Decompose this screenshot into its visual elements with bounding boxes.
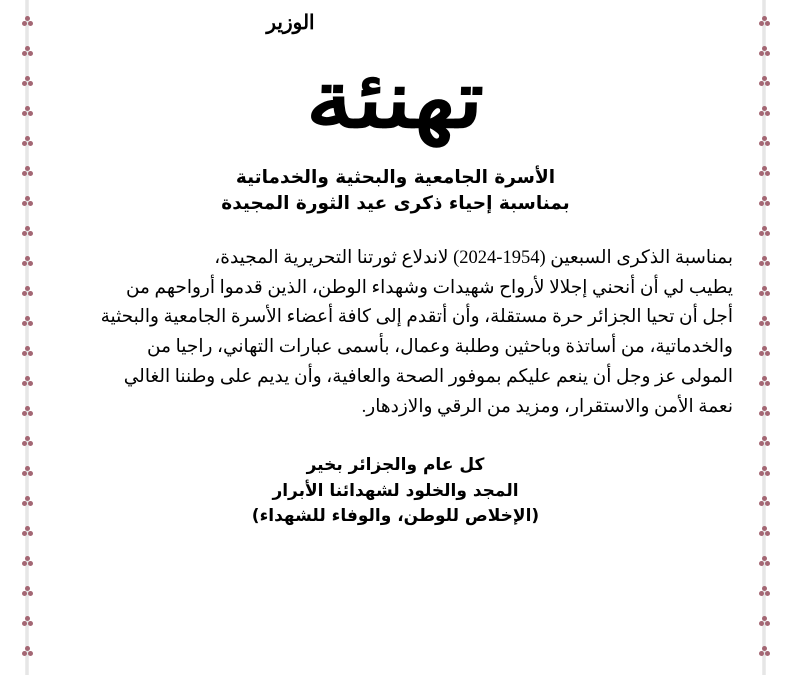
trefoil-flower-icon bbox=[759, 556, 770, 567]
border-rule-line bbox=[762, 0, 766, 675]
ornament-column-right bbox=[749, 0, 779, 675]
body-line-3: أجل أن تحيا الجزائر حرة مستقلة، وأن أتقدم إلى كافة أعضاء الأسرة الجامعية والبحثية bbox=[100, 307, 733, 328]
trefoil-flower-icon bbox=[759, 586, 770, 597]
body-line-4: والخدماتية، من أساتذة وباحثين وطلبة وعمال، بأسمى عبارات التهاني، راجيا من bbox=[147, 337, 733, 358]
trefoil-flower-icon bbox=[759, 286, 770, 297]
right-decorative-border bbox=[749, 0, 779, 675]
trefoil-flower-icon bbox=[759, 106, 770, 117]
trefoil-flower-icon bbox=[759, 466, 770, 477]
trefoil-flower-icon bbox=[759, 196, 770, 207]
trefoil-flower-icon bbox=[22, 286, 33, 297]
trefoil-flower-icon bbox=[22, 406, 33, 417]
minister-heading: الوزير bbox=[266, 12, 315, 34]
body-line-6: نعمة الأمن والاستقرار، ومزيد من الرقي والازدهار. bbox=[361, 397, 733, 418]
closing-line-2: المجد والخلود لشهدائنا الأبرار bbox=[272, 480, 519, 501]
trefoil-flower-icon bbox=[759, 526, 770, 537]
border-rule-line bbox=[25, 0, 29, 675]
trefoil-flower-icon bbox=[759, 16, 770, 27]
body-paragraph-text bbox=[58, 244, 733, 424]
closing-line-3: (الإخلاص للوطن، والوفاء للشهداء) bbox=[251, 506, 540, 527]
left-decorative-border bbox=[12, 0, 42, 675]
closing-line-1: كل عام والجزائر بخير bbox=[306, 455, 485, 476]
body-line-1: بمناسبة الذكرى السبعين (1954-2024) لاندلاع ثورتنا التحريرية المجيدة، bbox=[214, 247, 733, 268]
trefoil-flower-icon bbox=[759, 496, 770, 507]
trefoil-flower-icon bbox=[759, 646, 770, 657]
trefoil-flower-icon bbox=[22, 616, 33, 627]
subtitle-line-2: بمناسبة إحياء ذكرى عيد الثورة المجيدة bbox=[221, 193, 570, 215]
trefoil-flower-icon bbox=[759, 46, 770, 57]
trefoil-flower-icon bbox=[22, 76, 33, 87]
trefoil-flower-icon bbox=[759, 256, 770, 267]
trefoil-flower-icon bbox=[759, 316, 770, 327]
trefoil-flower-icon bbox=[22, 586, 33, 597]
document-content bbox=[52, 0, 739, 675]
subtitle-block bbox=[52, 165, 739, 218]
trefoil-flower-icon bbox=[22, 316, 33, 327]
trefoil-flower-icon bbox=[22, 136, 33, 147]
ornament-column-left bbox=[12, 0, 42, 675]
subtitle-line-1: الأسرة الجامعية والبحثية والخدماتية bbox=[235, 167, 556, 188]
trefoil-flower-icon bbox=[22, 436, 33, 447]
trefoil-flower-icon bbox=[22, 556, 33, 567]
trefoil-flower-icon bbox=[759, 136, 770, 147]
trefoil-flower-icon bbox=[22, 106, 33, 117]
trefoil-flower-icon bbox=[22, 196, 33, 207]
trefoil-flower-icon bbox=[22, 16, 33, 27]
body-line-5: المولى عز وجل أن ينعم عليكم بموفور الصحة والعافية، وأن يديم على وطننا الغالي bbox=[123, 367, 733, 388]
trefoil-flower-icon bbox=[759, 226, 770, 237]
trefoil-flower-icon bbox=[22, 376, 33, 387]
closing-block bbox=[52, 453, 739, 530]
trefoil-flower-icon bbox=[759, 346, 770, 357]
body-paragraph bbox=[52, 244, 739, 424]
trefoil-flower-icon bbox=[22, 646, 33, 657]
trefoil-flower-icon bbox=[759, 616, 770, 627]
trefoil-flower-icon bbox=[759, 436, 770, 447]
calligraphic-title: تهنئة bbox=[304, 52, 487, 146]
trefoil-flower-icon bbox=[22, 46, 33, 57]
trefoil-flower-icon bbox=[22, 256, 33, 267]
trefoil-flower-icon bbox=[22, 526, 33, 537]
body-line-2: يطيب لي أن أنحني إجلالا لأرواح شهيدات وشهداء الوطن، الذين قدموا أرواحهم من bbox=[125, 277, 733, 298]
trefoil-flower-icon bbox=[759, 76, 770, 87]
trefoil-flower-icon bbox=[759, 166, 770, 177]
trefoil-flower-icon bbox=[22, 166, 33, 177]
trefoil-flower-icon bbox=[22, 226, 33, 237]
calligraphy-title-area bbox=[52, 52, 739, 153]
trefoil-flower-icon bbox=[22, 466, 33, 477]
trefoil-flower-icon bbox=[759, 376, 770, 387]
trefoil-flower-icon bbox=[22, 346, 33, 357]
trefoil-flower-icon bbox=[22, 496, 33, 507]
trefoil-flower-icon bbox=[759, 406, 770, 417]
